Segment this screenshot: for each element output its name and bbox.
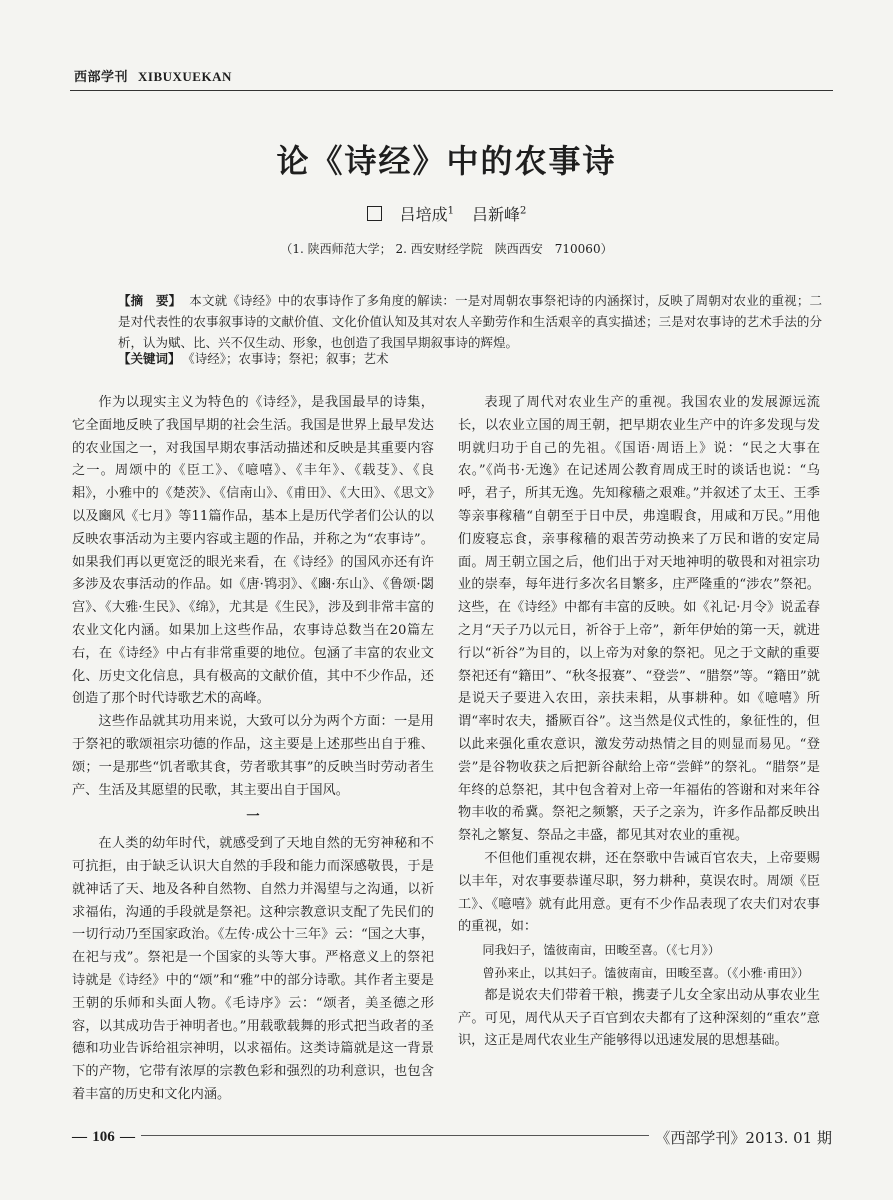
paragraph: 在人类的幼年时代，就感受到了天地自然的无穷神秘和不可抗拒，由于缺乏认识大自然的手段和能力而深感敬畏，于是就神话了天、地及各种自然物、自然力并渴望与之沟通，以祈求福佑，沟通的手段就是祭祀。这种宗教意识支配了先民们的一切行动乃至国家政治。《左传·成公十三年》云：“国之大事，在祀与戎”。祭祀是一个国家的头等大事。严格意义上的祭祀诗就是《诗经》中的“颂”和“雅”中的部分诗歌。其作者主要是王朝的乐师和头面人物。《毛诗序》云：“颂者，美圣德之形容，以其成功告于神明者也。”用载歌载舞的形式把当政者的圣德和功业告诉给祖宗神明，以求福佑。这类诗篇就是这一背景下的产物，它带有浓厚的宗教色彩和强烈的功利意识，也包含着丰富的历史和文化内涵。 bbox=[72, 836, 434, 1102]
paragraph: 不但他们重视农耕，还在祭歌中告诫百官农夫，上帝要赐以丰年，对农事要恭谨尽职，努力耕种，莫误农时。周颂《臣工》、《噫嘻》就有此用意。更有不少作品表现了农夫们对农事的重视，如： bbox=[458, 850, 820, 935]
section-heading: 一 bbox=[246, 809, 260, 825]
author-line bbox=[0, 202, 893, 225]
paragraph: 作为以现实主义为特色的《诗经》，是我国最早的诗集，它全面地反映了我国早期的社会生活。我国是世界上最早发达的农业国之一，对我国早期农事活动描述和反映是其重要内容之一。周颂中的《臣工》、《噫嘻》、《丰年》、《载芟》、《良耜》，小雅中的《楚茨》、《信南山》、《甫田》、《大田》、《思文》以及豳风《七月》等11篇作品，基本上是历代学者们公认的以反映农事活动为主要内容或主题的作品，并称之为“农事诗”。如果我们再以更宽泛的眼光来看，在《诗经》的国风亦还有许多涉及农事活动的作品。如《唐·鸨羽》、《豳·东山》、《鲁颂·閟宫》、《大雅·生民》、《绵》，尤其是《生民》，涉及到非常丰富的农业文化内涵。如果加上这些作品，农事诗总数当在20篇左右，在《诗经》中占有非常重要的地位。包涵了丰富的农业文化、历史文化信息，具有极高的文献价值，其中不少作品，还创造了那个时代诗歌艺术的高峰。 bbox=[72, 395, 434, 707]
keywords-label: 【关键词】 bbox=[118, 351, 181, 366]
abstract-text: 本文就《诗经》中的农事诗作了多角度的解读：一是对周朝农事祭祀诗的内涵探讨，反映了周朝对农业的重视；二是对代表性的农事叙事诗的文献价值、文化价值认知及其对农人辛勤劳作和生活艰辛的真实描述；三是对农事诗的艺术手法的分析，认为赋、比、兴不仅生动、形象，也创造了我国早期叙事诗的辉煌。 bbox=[118, 293, 822, 350]
author-2-affil-mark: 2 bbox=[520, 205, 527, 217]
author-1: 吕培成 bbox=[399, 205, 448, 224]
abstract bbox=[118, 290, 822, 353]
issue-info: 《西部学刊》2013. 01 期 bbox=[649, 1127, 832, 1148]
body-column-right bbox=[458, 392, 820, 1053]
body-column-left bbox=[72, 392, 434, 1107]
keywords bbox=[118, 349, 822, 367]
header-rule bbox=[70, 90, 833, 91]
dash-right: — bbox=[119, 1129, 135, 1145]
affiliation: （1. 陕西师范大学； 2. 西安财经学院 陕西西安 710060） bbox=[280, 242, 613, 256]
journal-name-cn: 西部学刊 bbox=[74, 70, 129, 85]
author-2: 吕新峰 bbox=[472, 205, 521, 224]
page-number-value: 106 bbox=[92, 1129, 115, 1145]
paragraph: 这些作品就其功用来说，大致可以分为两个方面：一是用于祭祀的歌颂祖宗功德的作品，这主要是上述那些出自于雅、颂；一是那些“饥者歌其食，劳者歌其事”的反映当时劳动者生产、生活及其愿望的民歌，其主要出自于国风。 bbox=[72, 714, 434, 798]
journal-name-en: XIBUXUEKAN bbox=[138, 69, 232, 84]
abstract-label: 【摘 要】 bbox=[118, 293, 182, 308]
journal-header bbox=[74, 66, 232, 85]
poem-quote: 曾孙来止，以其妇子。馌彼南亩，田畯至喜。（《小雅·甫田》） bbox=[482, 965, 810, 980]
article-title: 论《诗经》中的农事诗 bbox=[276, 142, 617, 180]
page-number bbox=[72, 1127, 141, 1146]
paragraph: 表现了周代对农业生产的重视。我国农业的发展源远流长，以农业立国的周王朝，把早期农业生产中的许多发现与发明就归功于自己的先祖。《国语·周语上》说：“民之大事在农。”《尚书·无逸》在记述周公教育周成王时的谈话也说：“乌呼，君子，所其无逸。先知稼穑之艰难。”并叙述了太王、王季等亲事稼穑“自朝至于日中昃，弗遑暇食，用咸和万民。”用他们废寝忘食，亲事稼穑的艰苦劳动换来了万民和谐的安定局面。周王朝立国之后，他们出于对天地神明的敬畏和对祖宗功业的崇奉，每年进行多次名目繁多，庄严隆重的“涉农”祭祀。这些，在《诗经》中都有丰富的反映。如《礼记·月令》说孟春之月“天子乃以元日，祈谷于上帝”，新年伊始的第一天，就进行以“祈谷”为目的，以上帝为对象的祭祀。见之于文献的重要祭祀还有“籍田”、“秋冬报赛”、“登尝”、“腊祭”等。“籍田”就是说天子要进入农田，亲扶耒耜，从事耕种。如《噫嘻》所谓“率时农夫，播厥百谷”。这当然是仪式性的，象征性的，但以此来强化重农意识，激发劳动热情之目的则显而易见。“登尝”是谷物收获之后把新谷献给上帝“尝鲜”的祭礼。“腊祭”是年终的总祭祀，其中包含着对上帝一年福佑的答谢和对来年谷物丰收的希冀。祭祀之频繁，天子之亲为，许多作品都反映出祭礼之繁复、祭品之丰盛，都见其对农业的重视。 bbox=[458, 395, 820, 844]
poem-quote: 同我妇子，馌彼南亩，田畯至喜。（《七月》） bbox=[482, 943, 721, 958]
square-marker-icon bbox=[367, 206, 382, 221]
dash-left: — bbox=[72, 1129, 87, 1145]
author-1-affil-mark: 1 bbox=[447, 205, 454, 217]
paragraph: 都是说农夫们带着干粮，携妻子儿女全家出动从事农业生产。可见，周代从天子百官到农夫都有了这种深刻的“重农”意识，这正是周代农业生产能够得以迅速发展的思想基础。 bbox=[458, 987, 820, 1049]
keywords-text: 《诗经》；农事诗；祭祀；叙事；艺术 bbox=[188, 351, 389, 366]
